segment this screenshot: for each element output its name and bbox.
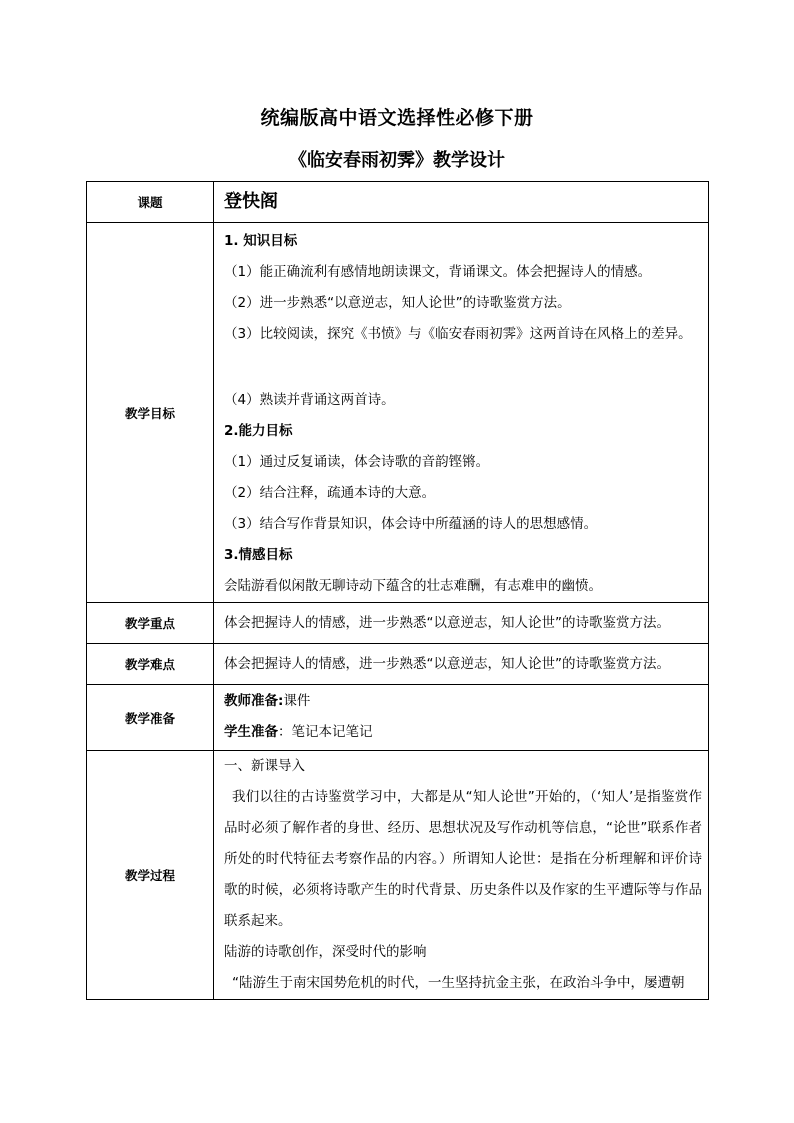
objective-item: （2）进一步熟悉“以意逆志，知人论世”的诗歌鉴赏方法。 xyxy=(224,295,571,311)
section-heading: 一、新课导入 xyxy=(224,758,305,774)
objectives-row xyxy=(87,223,709,603)
objective-item: （3）比较阅读，探究《书愤》与《临安春雨初霁》这两首诗在风格上的差异。 xyxy=(224,326,692,342)
objective-item: （1）通过反复诵读，体会诗歌的音韵铿锵。 xyxy=(224,454,490,470)
teacher-preparation-value: 课件 xyxy=(283,693,311,709)
teacher-preparation xyxy=(224,686,702,717)
key-point-value: 体会把握诗人的情感，进一步熟悉“以意逆志，知人论世”的诗歌鉴赏方法。 xyxy=(224,615,670,631)
teacher-preparation-label: 教师准备: xyxy=(224,693,284,709)
difficult-point-value: 体会把握诗人的情感，进一步熟悉“以意逆志，知人论世”的诗歌鉴赏方法。 xyxy=(224,656,670,672)
objective-item: （2）结合注释，疏通本诗的大意。 xyxy=(224,485,436,501)
preparation-row xyxy=(87,685,709,751)
process-paragraph: 我们以往的古诗鉴赏学习中，大都是从“知人论世”开始的，（‘知人’是指鉴赏作品时必须了解作者的身世、经历、思想状况及写作动机等信息，“论世”联系作者所处的时代特征去考察作品的内容。）所谓知人论世：是指在分析理解和评价诗歌的时候，必须将诗歌产生的时代背景、历史条件以及作家的生平遭际等与作品联系起来。 xyxy=(224,789,702,929)
student-preparation-label: 学生准备 xyxy=(224,724,278,740)
student-preparation-value: ：笔记本记笔记 xyxy=(278,724,373,740)
difficult-point-row xyxy=(87,644,709,685)
lesson-plan-table xyxy=(86,181,709,1000)
process-paragraph: 陆游的诗歌创作，深受时代的影响 xyxy=(224,944,427,960)
objective-item: （3）结合写作背景知识，体会诗中所蕴涵的诗人的思想感情。 xyxy=(224,516,598,532)
knowledge-heading: 1. 知识目标 xyxy=(224,233,298,249)
objective-item: （1）能正确流利有感情地朗读课文，背诵课文。体会把握诗人的情感。 xyxy=(224,264,652,280)
course-row xyxy=(87,182,709,223)
objective-item: （4）熟读并背诵这两首诗。 xyxy=(224,392,395,408)
spacer xyxy=(224,350,702,385)
preparation-label: 教学准备 xyxy=(87,685,214,751)
process-paragraph: “陆游生于南宋国势危机的时代，一生坚持抗金主张，在政治斗争中，屡遭朝 xyxy=(232,975,685,991)
document-title: 统编版高中语文选择性必修下册 xyxy=(260,107,534,129)
objective-item: 会陆游看似闲散无聊诗动下蕴含的壮志难酬，有志难申的幽愤。 xyxy=(224,578,602,594)
key-point-row xyxy=(87,603,709,644)
objectives-label: 教学目标 xyxy=(87,223,214,603)
course-label: 课题 xyxy=(87,182,214,223)
course-value: 登快阁 xyxy=(224,191,278,212)
process-row xyxy=(87,751,709,1000)
emotion-heading: 3.情感目标 xyxy=(224,547,293,563)
key-point-label: 教学重点 xyxy=(87,603,214,644)
document-subtitle: 《临安春雨初霁》教学设计 xyxy=(289,150,505,171)
student-preparation xyxy=(224,717,702,748)
difficult-point-label: 教学难点 xyxy=(87,644,214,685)
process-label: 教学过程 xyxy=(87,751,214,1000)
ability-heading: 2.能力目标 xyxy=(224,423,293,439)
